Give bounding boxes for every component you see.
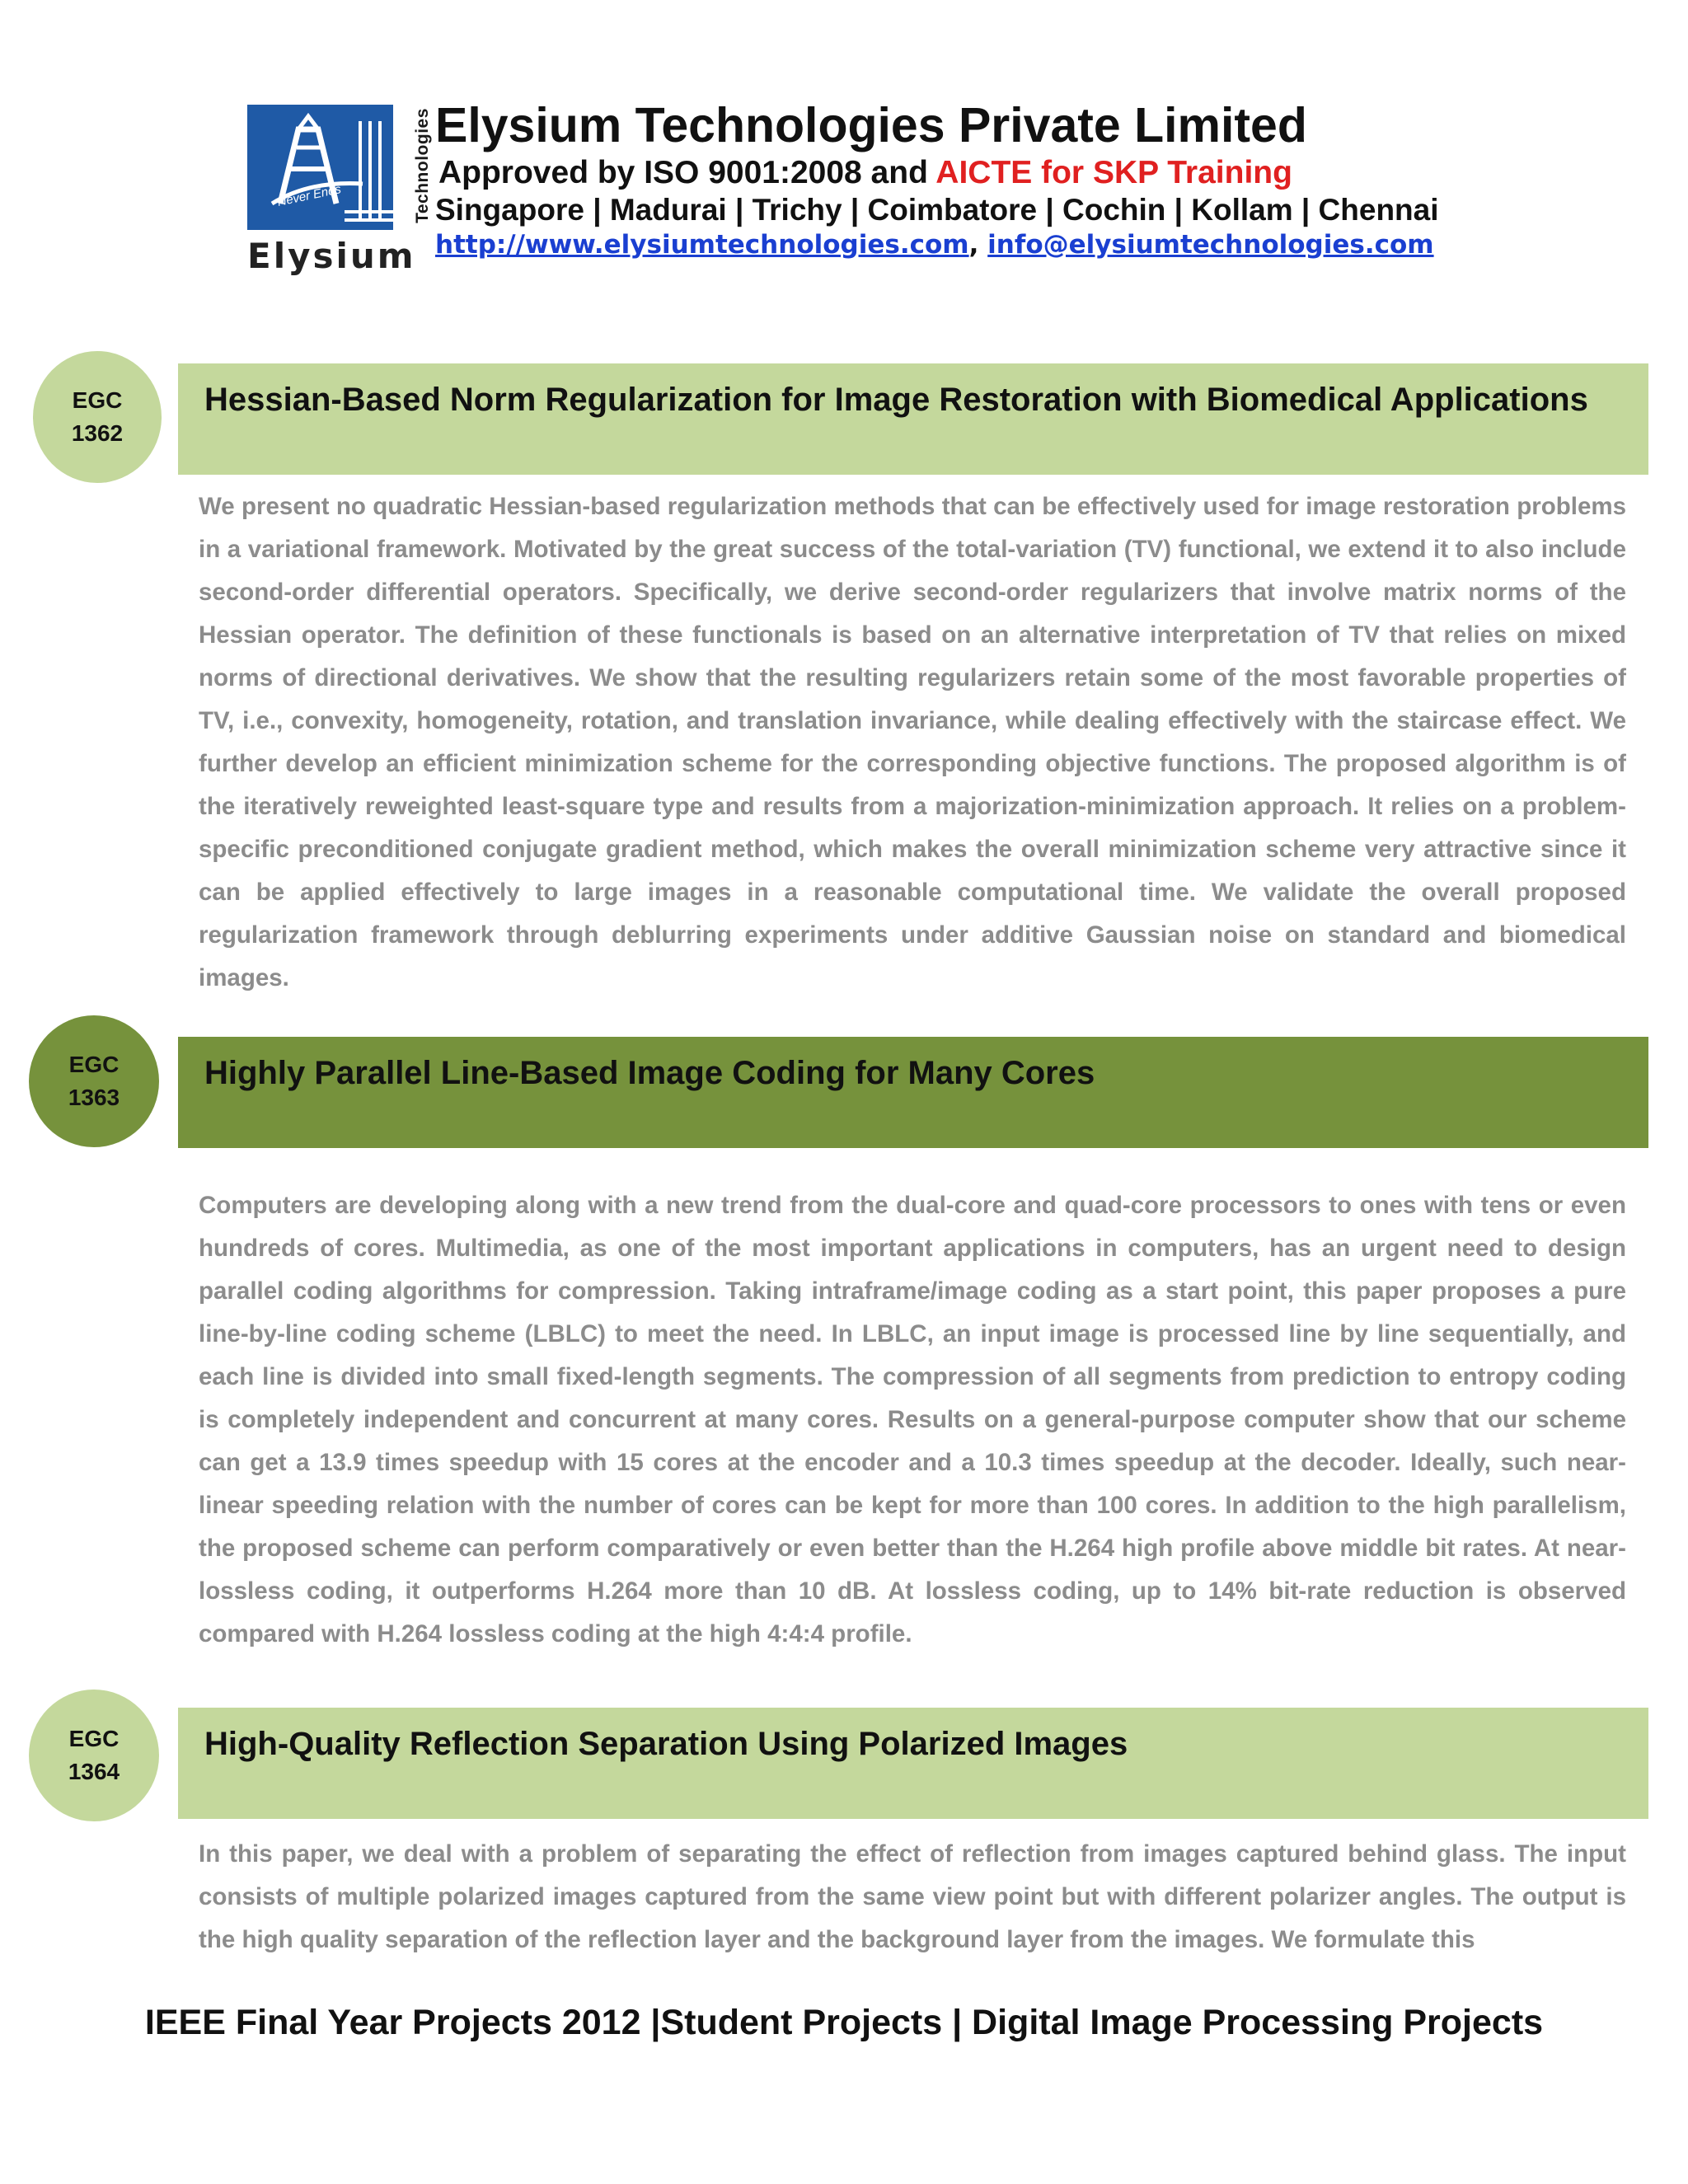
contact-links [435,230,1434,260]
project-code-badge [33,351,162,483]
website-link[interactable]: http://www.elysiumtechnologies.com [435,230,969,260]
link-separator: , [968,230,979,260]
office-locations: Singapore | Madurai | Trichy | Coimbatore | Cochin | Kollam | Chennai [435,193,1439,227]
project-abstract: In this paper, we deal with a problem of separating the effect of reflection from images captured behind glass. The input consists of multiple polarized images captured from the same view point but with different polarizer angles. The output is the high quality separation of the reflection layer and the background layer from the images. We formulate this [199,1840,1626,1953]
project-abstract: Computers are developing along with a new trend from the dual-core and quad-core processors to ones with tens or even hundreds of cores. Multimedia, as one of the most important applications in computers, has an urgent need to design parallel coding algorithms for compression. Taking intraframe/image coding as a start point, this paper proposes a pure line-by-line coding scheme (LBLC) to meet the need. In LBLC, an input image is processed line by line sequentially, and each line is divided into small fixed-length segments. The compression of all segments from prediction to entropy coding is completely independent and concurrent at many cores. Results on a general-purpose computer show that our scheme can get a 13.9 times speedup with 15 cores at the encoder and a 10.3 times speedup at the decoder. Ideally, such near-linear speeding relation with the number of cores can be kept for more than 100 cores. In addition to the high parallelism, the proposed scheme can perform comparatively or even better than the H.264 high profile above middle bit rates. At near-lossless coding, it outperforms H.264 more than 10 dB. At lossless coding, up to 14% bit-rate reduction is observed compared with H.264 lossless coding at the high 4:4:4 profile. [199,1192,1626,1647]
code-number: 1363 [68,1085,120,1110]
project-title-band [178,363,1648,475]
code-prefix: EGC [68,1052,120,1077]
project-code-badge [29,1015,159,1147]
page-footer: IEEE Final Year Projects 2012 |Student Projects | Digital Image Processing Projects [144,2003,1544,2042]
project-title-band [178,1708,1648,1819]
email-link[interactable]: info@elysiumtechnologies.com [987,230,1434,260]
code-number: 1364 [68,1759,120,1784]
code-prefix: EGC [68,1726,120,1751]
logo-wordmark: Elysium [247,236,416,276]
logo-emblem [247,105,393,230]
project-title: Hessian-Based Norm Regularization for Image Restoration with Biomedical Applications [204,382,1588,418]
accreditation-prefix: Approved by ISO 9001:2008 and [438,155,936,190]
project-title: High-Quality Reflection Separation Using Polarized Images [204,1726,1128,1762]
logo-tagline: Never Ends [276,182,343,209]
project-title-band [178,1037,1648,1148]
logo-vertical-text: Technologies [413,108,432,223]
accreditation-line [438,155,1292,191]
accreditation-highlight: AICTE for SKP Training [935,155,1292,190]
project-code-badge [29,1690,159,1821]
project-title: Highly Parallel Line-Based Image Coding for Many Cores [204,1055,1095,1091]
project-abstract: We present no quadratic Hessian-based regularization methods that can be effectively used for image restoration problems in a variational framework. Motivated by the great success of the total-variation (TV) functional, we extend it to also include second-order differential operators. Specifically, we derive second-order regularizers that involve matrix norms of the Hessian operator. The definition of these functionals is based on an alternative interpretation of TV that relies on mixed norms of directional derivatives. We show that the resulting regularizers retain some of the most favorable properties of TV, i.e., convexity, homogeneity, rotation, and translation invariance, while dealing effectively with the staircase effect. We further develop an efficient minimization scheme for the corresponding objective functions. The proposed algorithm is of the iteratively reweighted least-square type and results from a majorization-minimization approach. It relies on a problem-specific preconditioned conjugate gradient method, which makes the overall minimization scheme very attractive since it can be applied effectively to large images in a reasonable computational time. We validate the overall proposed regularization framework through deblurring experiments under additive Gaussian noise on standard and biomedical images. [199,493,1626,991]
code-number: 1362 [71,420,124,446]
code-prefix: EGC [72,387,123,413]
company-name: Elysium Technologies Private Limited [435,98,1307,152]
tower-icon [247,105,393,230]
